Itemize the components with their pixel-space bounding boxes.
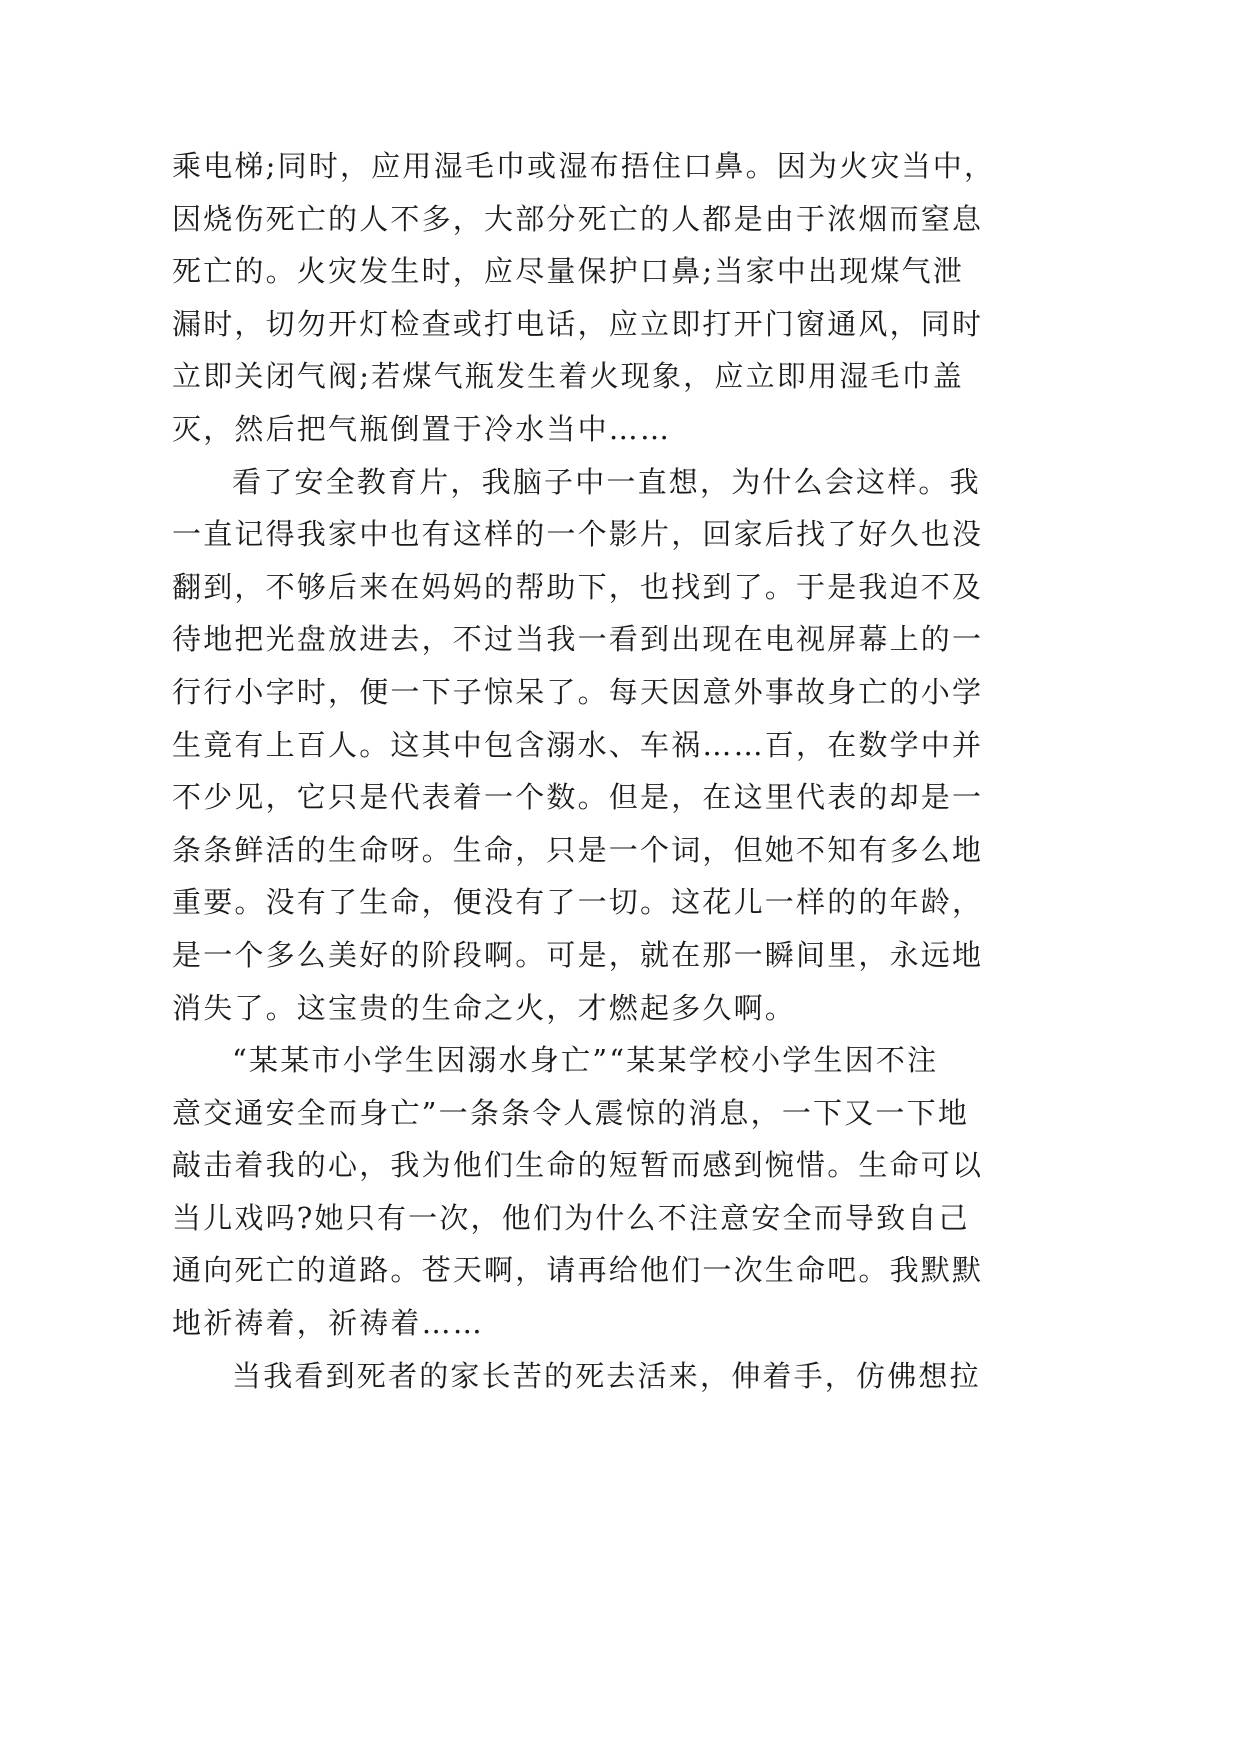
text-line: 是一个多么美好的阶段啊。可是，就在那一瞬间里，永远地	[172, 937, 984, 972]
text-line: 待地把光盘放进去，不过当我一看到出现在电视屏幕上的一	[172, 622, 984, 657]
text-line: 当我看到死者的家长苦的死去活来，伸着手，仿佛想拉	[232, 1358, 981, 1393]
document-body	[172, 140, 996, 1402]
text-line: 漏时，切勿开灯检查或打电话，应立即打开门窗通风，同时	[172, 306, 984, 341]
paragraph-news	[172, 1034, 984, 1350]
text-line: 意交通安全而身亡”一条条令人震惊的消息，一下又一下地	[172, 1095, 970, 1130]
text-line: 立即关闭气阀;若煤气瓶发生着火现象，应立即用湿毛巾盖	[172, 359, 964, 394]
text-line: 地祈祷着，祈祷着……	[172, 1306, 485, 1341]
text-line: 行行小字时，便一下子惊呆了。每天因意外事故身亡的小学	[172, 674, 984, 709]
text-line: 乘电梯;同时，应用湿毛巾或湿布捂住口鼻。因为火灾当中，	[172, 149, 996, 183]
text-line: 通向死亡的道路。苍天啊，请再给他们一次生命吧。我默默	[172, 1253, 984, 1288]
text-line: 灭，然后把气瓶倒置于冷水当中……	[172, 411, 672, 446]
text-line: 敲击着我的心，我为他们生命的短暂而感到惋惜。生命可以	[172, 1148, 984, 1183]
paragraph-parents	[172, 1350, 981, 1403]
text-line: 条条鲜活的生命呀。生命，只是一个词，但她不知有多么地	[172, 832, 984, 867]
text-line: 不少见，它只是代表着一个数。但是，在这里代表的却是一	[172, 780, 984, 815]
text-line: 一直记得我家中也有这样的一个影片，回家后找了好久也没	[172, 517, 984, 552]
paragraph-safety-film	[172, 456, 984, 1035]
text-line: 生竟有上百人。这其中包含溺水、车祸……百，在数学中并	[172, 727, 984, 762]
text-line: 死亡的。火灾发生时，应尽量保护口鼻;当家中出现煤气泄	[172, 254, 964, 289]
text-line: 看了安全教育片，我脑子中一直想，为什么会这样。我	[232, 464, 981, 499]
text-line: 消失了。这宝贵的生命之火，才燃起多久啊。	[172, 990, 797, 1025]
text-line: 因烧伤死亡的人不多，大部分死亡的人都是由于浓烟而窒息	[172, 201, 984, 236]
text-line: 重要。没有了生命，便没有了一切。这花儿一样的的年龄，	[172, 885, 984, 920]
text-line: 当儿戏吗?她只有一次，他们为什么不注意安全而导致自己	[172, 1200, 970, 1235]
paragraph-fire-safety	[172, 140, 996, 456]
text-line: “某某市小学生因溺水身亡”“某某学校小学生因不注	[232, 1043, 939, 1078]
text-line: 翻到，不够后来在妈妈的帮助下，也找到了。于是我迫不及	[172, 569, 984, 604]
